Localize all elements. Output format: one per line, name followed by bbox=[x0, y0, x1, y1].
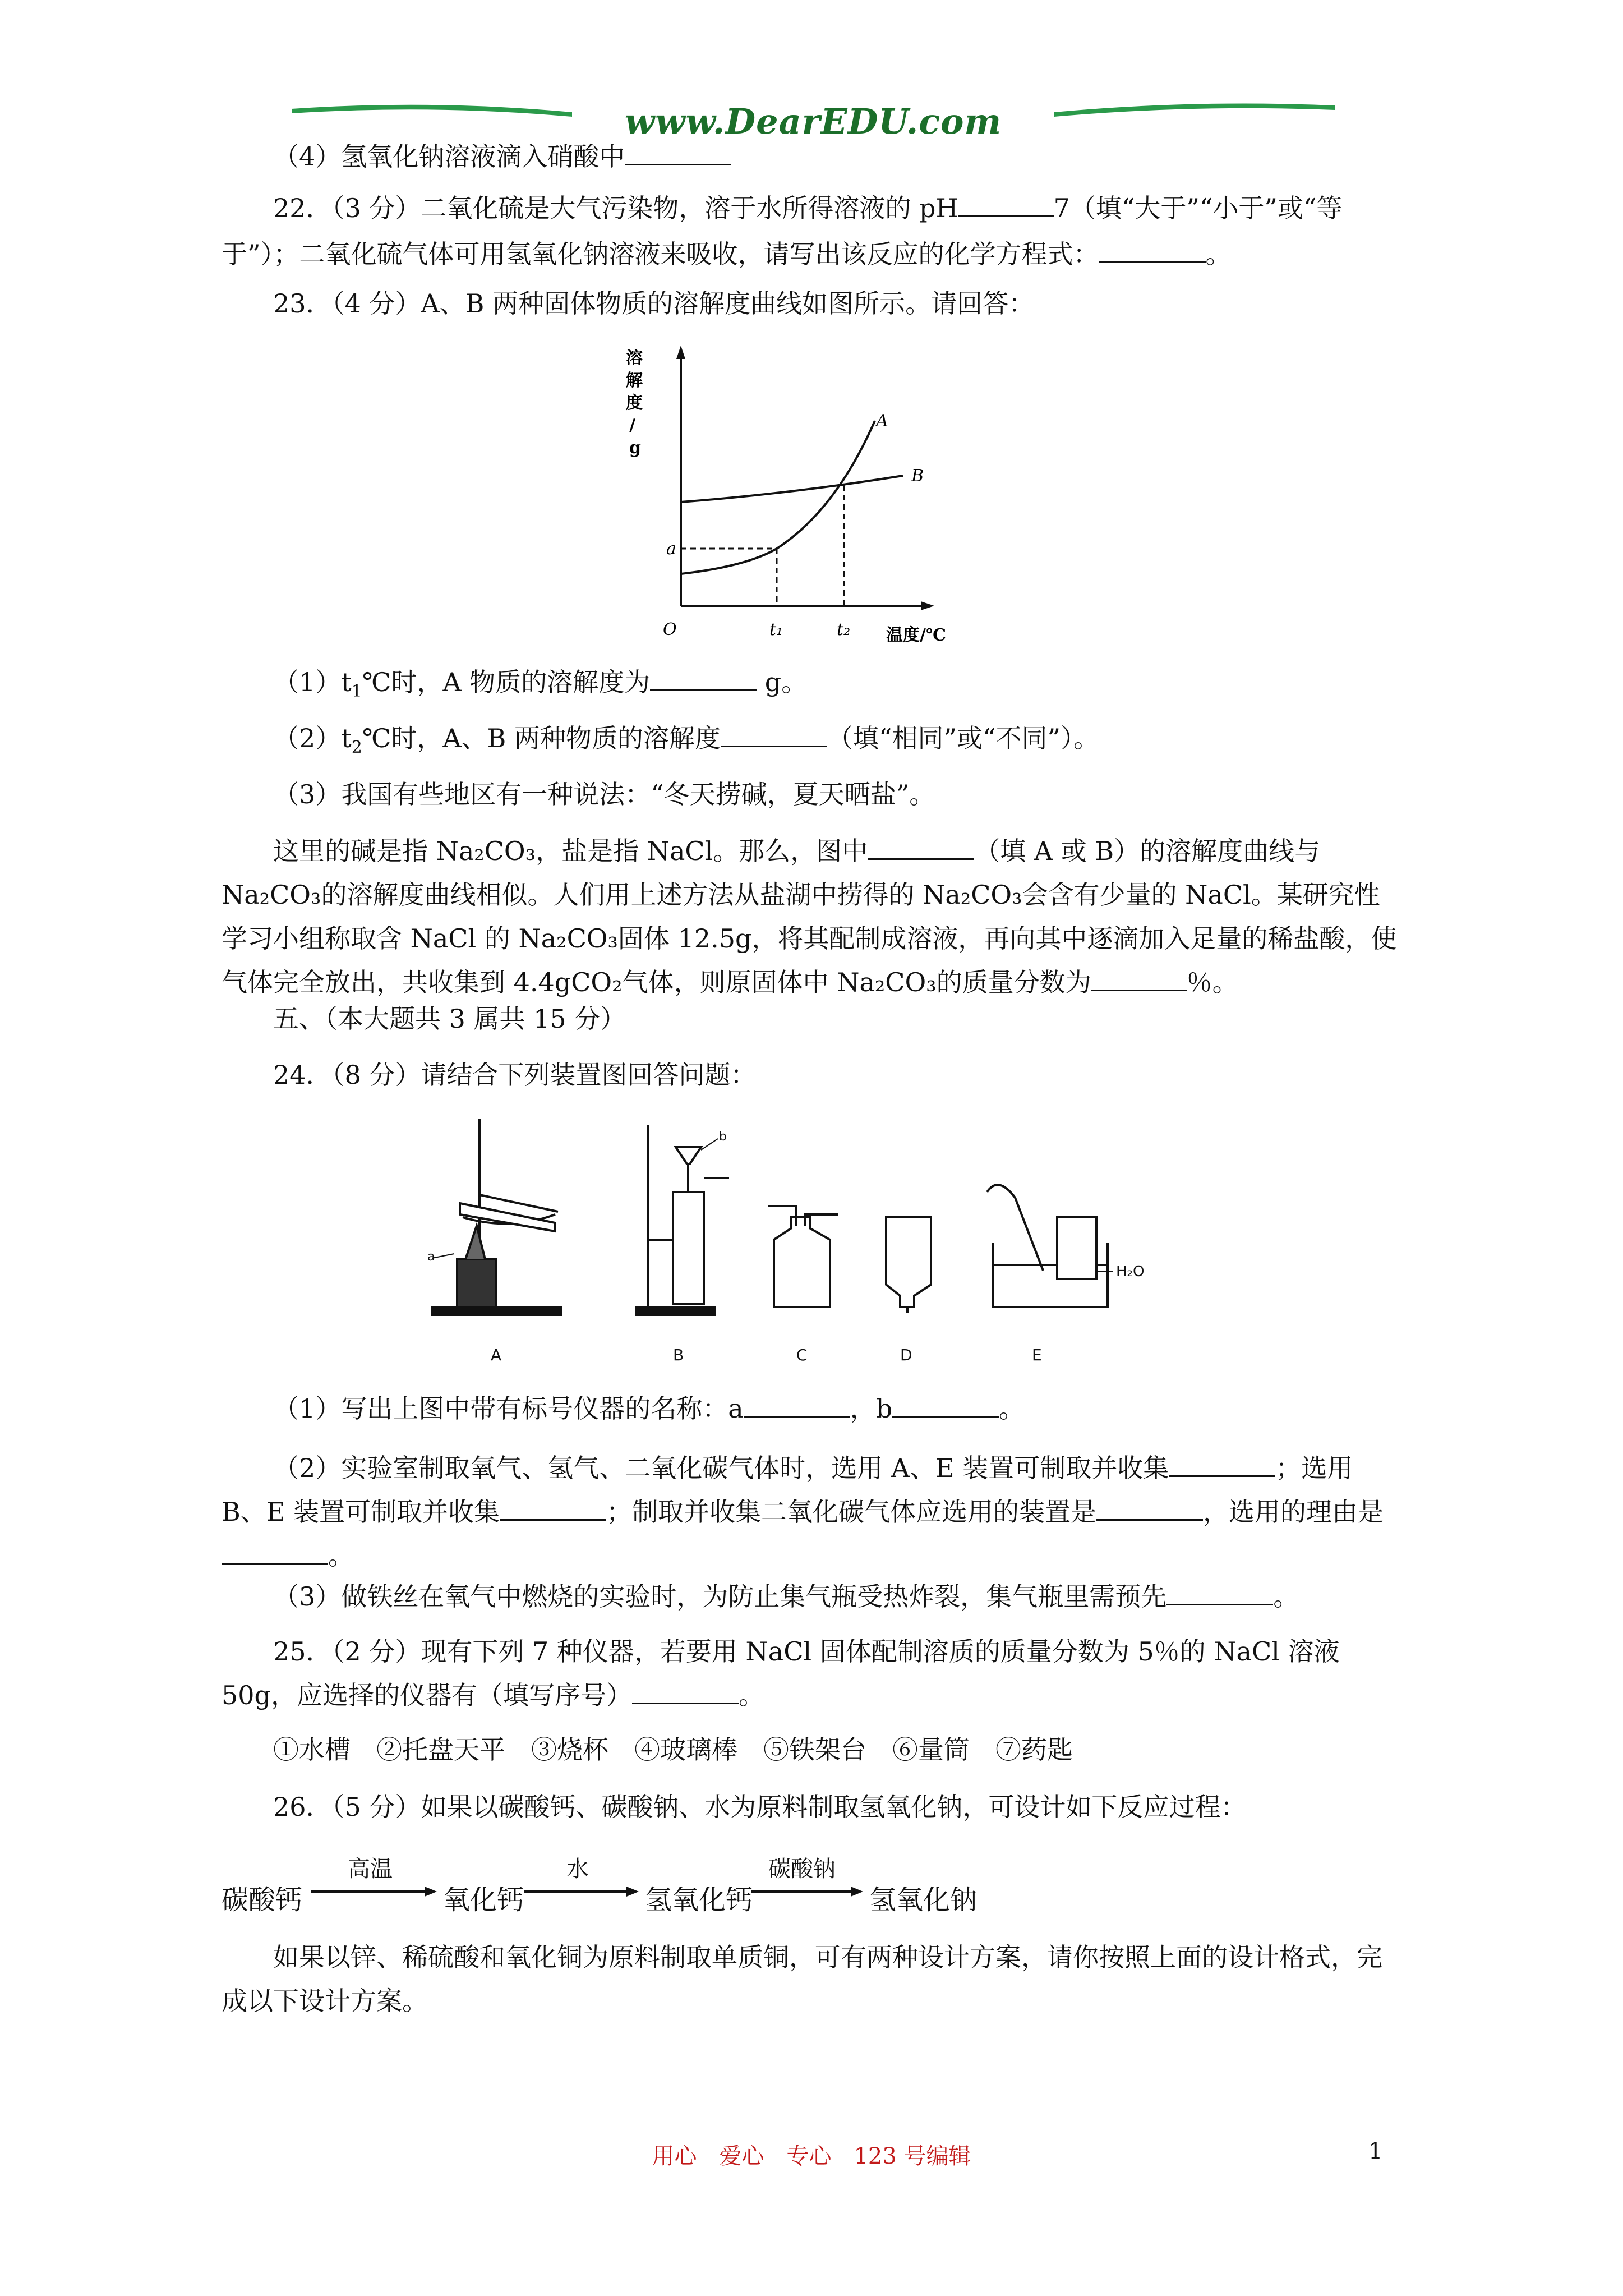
solubility-curve-figure bbox=[623, 342, 959, 653]
scheme-sodium-hydroxide: 氢氧化钠 bbox=[869, 1884, 978, 1916]
apparatus-a bbox=[427, 1119, 561, 1364]
page-footer: 用心 爱心 专心 123 号编辑 bbox=[652, 2143, 971, 2169]
question-25: 25．（2 分）现有下列 7 种仪器，若要用 NaCl 固体配制溶质的质量分数为 5％的 NaCl 溶液 50g，应选择的仪器有（填写序号） 。 bbox=[222, 1636, 1340, 1710]
x-axis-label: 温度/℃ bbox=[886, 625, 946, 645]
apparatus-figure bbox=[426, 1114, 1195, 1374]
scheme-condition-high-temp: 高温 bbox=[348, 1856, 393, 1882]
label-t1: t₁ bbox=[769, 620, 783, 639]
label-a: a bbox=[666, 539, 676, 559]
apparatus-label-a: A bbox=[491, 1346, 502, 1364]
question-26: 26．（5 分）如果以碳酸钙、碳酸钠、水为原料制取氢氧化钠，可设计如下反应过程： bbox=[273, 1792, 1247, 1822]
scheme-condition-sodium-carbonate: 碳酸钠 bbox=[768, 1856, 836, 1882]
curve-a bbox=[681, 421, 875, 574]
apparatus-b bbox=[637, 1125, 729, 1364]
q23-part2: $(2)t_2℃$时，A、B 两种物质的溶解度 （填“相同”或“不同”）。 bbox=[273, 723, 1100, 757]
q24-part1: （1）写出上图中带有标号仪器的名称：a ，b 。 bbox=[273, 1393, 1025, 1424]
question-22: 22．（3 分）二氧化硫是大气污染物，溶于水所得溶液的 pH 7（填“大于”“小于”或“等于”）；二氧化硫气体可用氢氧化钠溶液来吸收，请写出该反应的化学方程式： 。 bbox=[222, 193, 1343, 269]
q23-paragraph: 这里的碱是指 Na₂CO₃，盐是指 NaCl。那么，图中 （填 A 或 B）的溶解度曲线与 Na₂CO₃的溶解度曲线相似。人们用上述方法从盐湖中捞得的 Na₂CO₃会含有少量的 NaCl。某研究性学习小组称取含 NaCl 的 Na₂CO₃固体 12.5g，将其配制成溶液，再向其中逐滴加入足量的稀盐酸，使气体完全放出，共收集到 4.4gCO₂气体，则原固体中 Na₂CO₃的质量分数为 ％。 bbox=[222, 836, 1397, 997]
apparatus-label-c: C bbox=[796, 1346, 808, 1364]
apparatus-label-e: E bbox=[1032, 1346, 1042, 1364]
scheme-calcium-oxide: 氧化钙 bbox=[443, 1884, 524, 1916]
scheme-condition-water: 水 bbox=[566, 1856, 589, 1882]
apparatus-label-b: B bbox=[673, 1346, 684, 1364]
question-23: 23．（4 分）A、B 两种固体物质的溶解度曲线如图所示。请回答： bbox=[273, 288, 1035, 319]
question-24: 24．（8 分）请结合下列装置图回答问题： bbox=[273, 1060, 757, 1090]
q23-part1: $(1)t_1℃$时，A 物质的溶解度为 g。 bbox=[273, 667, 808, 701]
water-label: H₂O bbox=[1116, 1263, 1145, 1280]
svg-text:解: 解 bbox=[626, 371, 643, 390]
q26-task: 如果以锌、稀硫酸和氧化铜为原料制取单质铜，可有两种设计方案，请你按照上面的设计格式，完成以下设计方案。 bbox=[222, 1942, 1382, 2016]
apparatus-mark-b: b bbox=[719, 1130, 727, 1144]
y-axis-arrow bbox=[676, 346, 685, 359]
apparatus-label-d: D bbox=[900, 1346, 912, 1364]
page-number: 1 bbox=[1368, 2138, 1383, 2164]
label-origin: O bbox=[663, 620, 677, 639]
section-5-heading: 五、（本大题共 3 属共 15 分） bbox=[273, 1004, 626, 1034]
q25-options: ①水槽 ②托盘天平 ③烧杯 ④玻璃棒 ⑤铁架台 ⑥量筒 ⑦药匙 bbox=[273, 1734, 1073, 1765]
apparatus-c bbox=[768, 1206, 838, 1364]
q24-part3: （3）做铁丝在氧气中燃烧的实验时，为防止集气瓶受热炸裂，集气瓶里需预先 。 bbox=[273, 1581, 1299, 1612]
x-axis-arrow bbox=[921, 601, 934, 610]
label-curve-b: B bbox=[911, 466, 924, 486]
q21-item4: （4）氢氧化钠溶液滴入硝酸中 bbox=[222, 134, 1405, 180]
scheme-calcium-hydroxide: 氢氧化钙 bbox=[645, 1884, 753, 1916]
y-axis-label bbox=[626, 348, 643, 458]
scheme-calcium-carbonate: 碳酸钙 bbox=[222, 1884, 303, 1916]
apparatus-e bbox=[987, 1185, 1144, 1364]
svg-text:度: 度 bbox=[626, 393, 643, 413]
reaction-scheme bbox=[222, 1851, 1405, 1916]
label-curve-a: A bbox=[876, 411, 888, 431]
q24-part2: （2）实验室制取氧气、氢气、二氧化碳气体时，选用 A、E 装置可制取并收集 ；选用 B、E 装置可制取并收集 ；制取并收集二氧化碳气体应选用的装置是 ，选用的理由是。 bbox=[222, 1453, 1384, 1571]
site-url: www.DearEDU.com bbox=[624, 101, 1002, 142]
svg-text:溶: 溶 bbox=[626, 348, 643, 368]
svg-text:/: / bbox=[629, 416, 635, 435]
q23-part3: （3）我国有些地区有一种说法：“冬天捞碱，夏天晒盐”。 bbox=[273, 779, 935, 809]
curve-b bbox=[681, 476, 903, 502]
apparatus-mark-a: a bbox=[427, 1250, 435, 1264]
label-t2: t₂ bbox=[837, 620, 851, 639]
apparatus-d bbox=[886, 1217, 931, 1364]
svg-text:g: g bbox=[629, 438, 641, 458]
